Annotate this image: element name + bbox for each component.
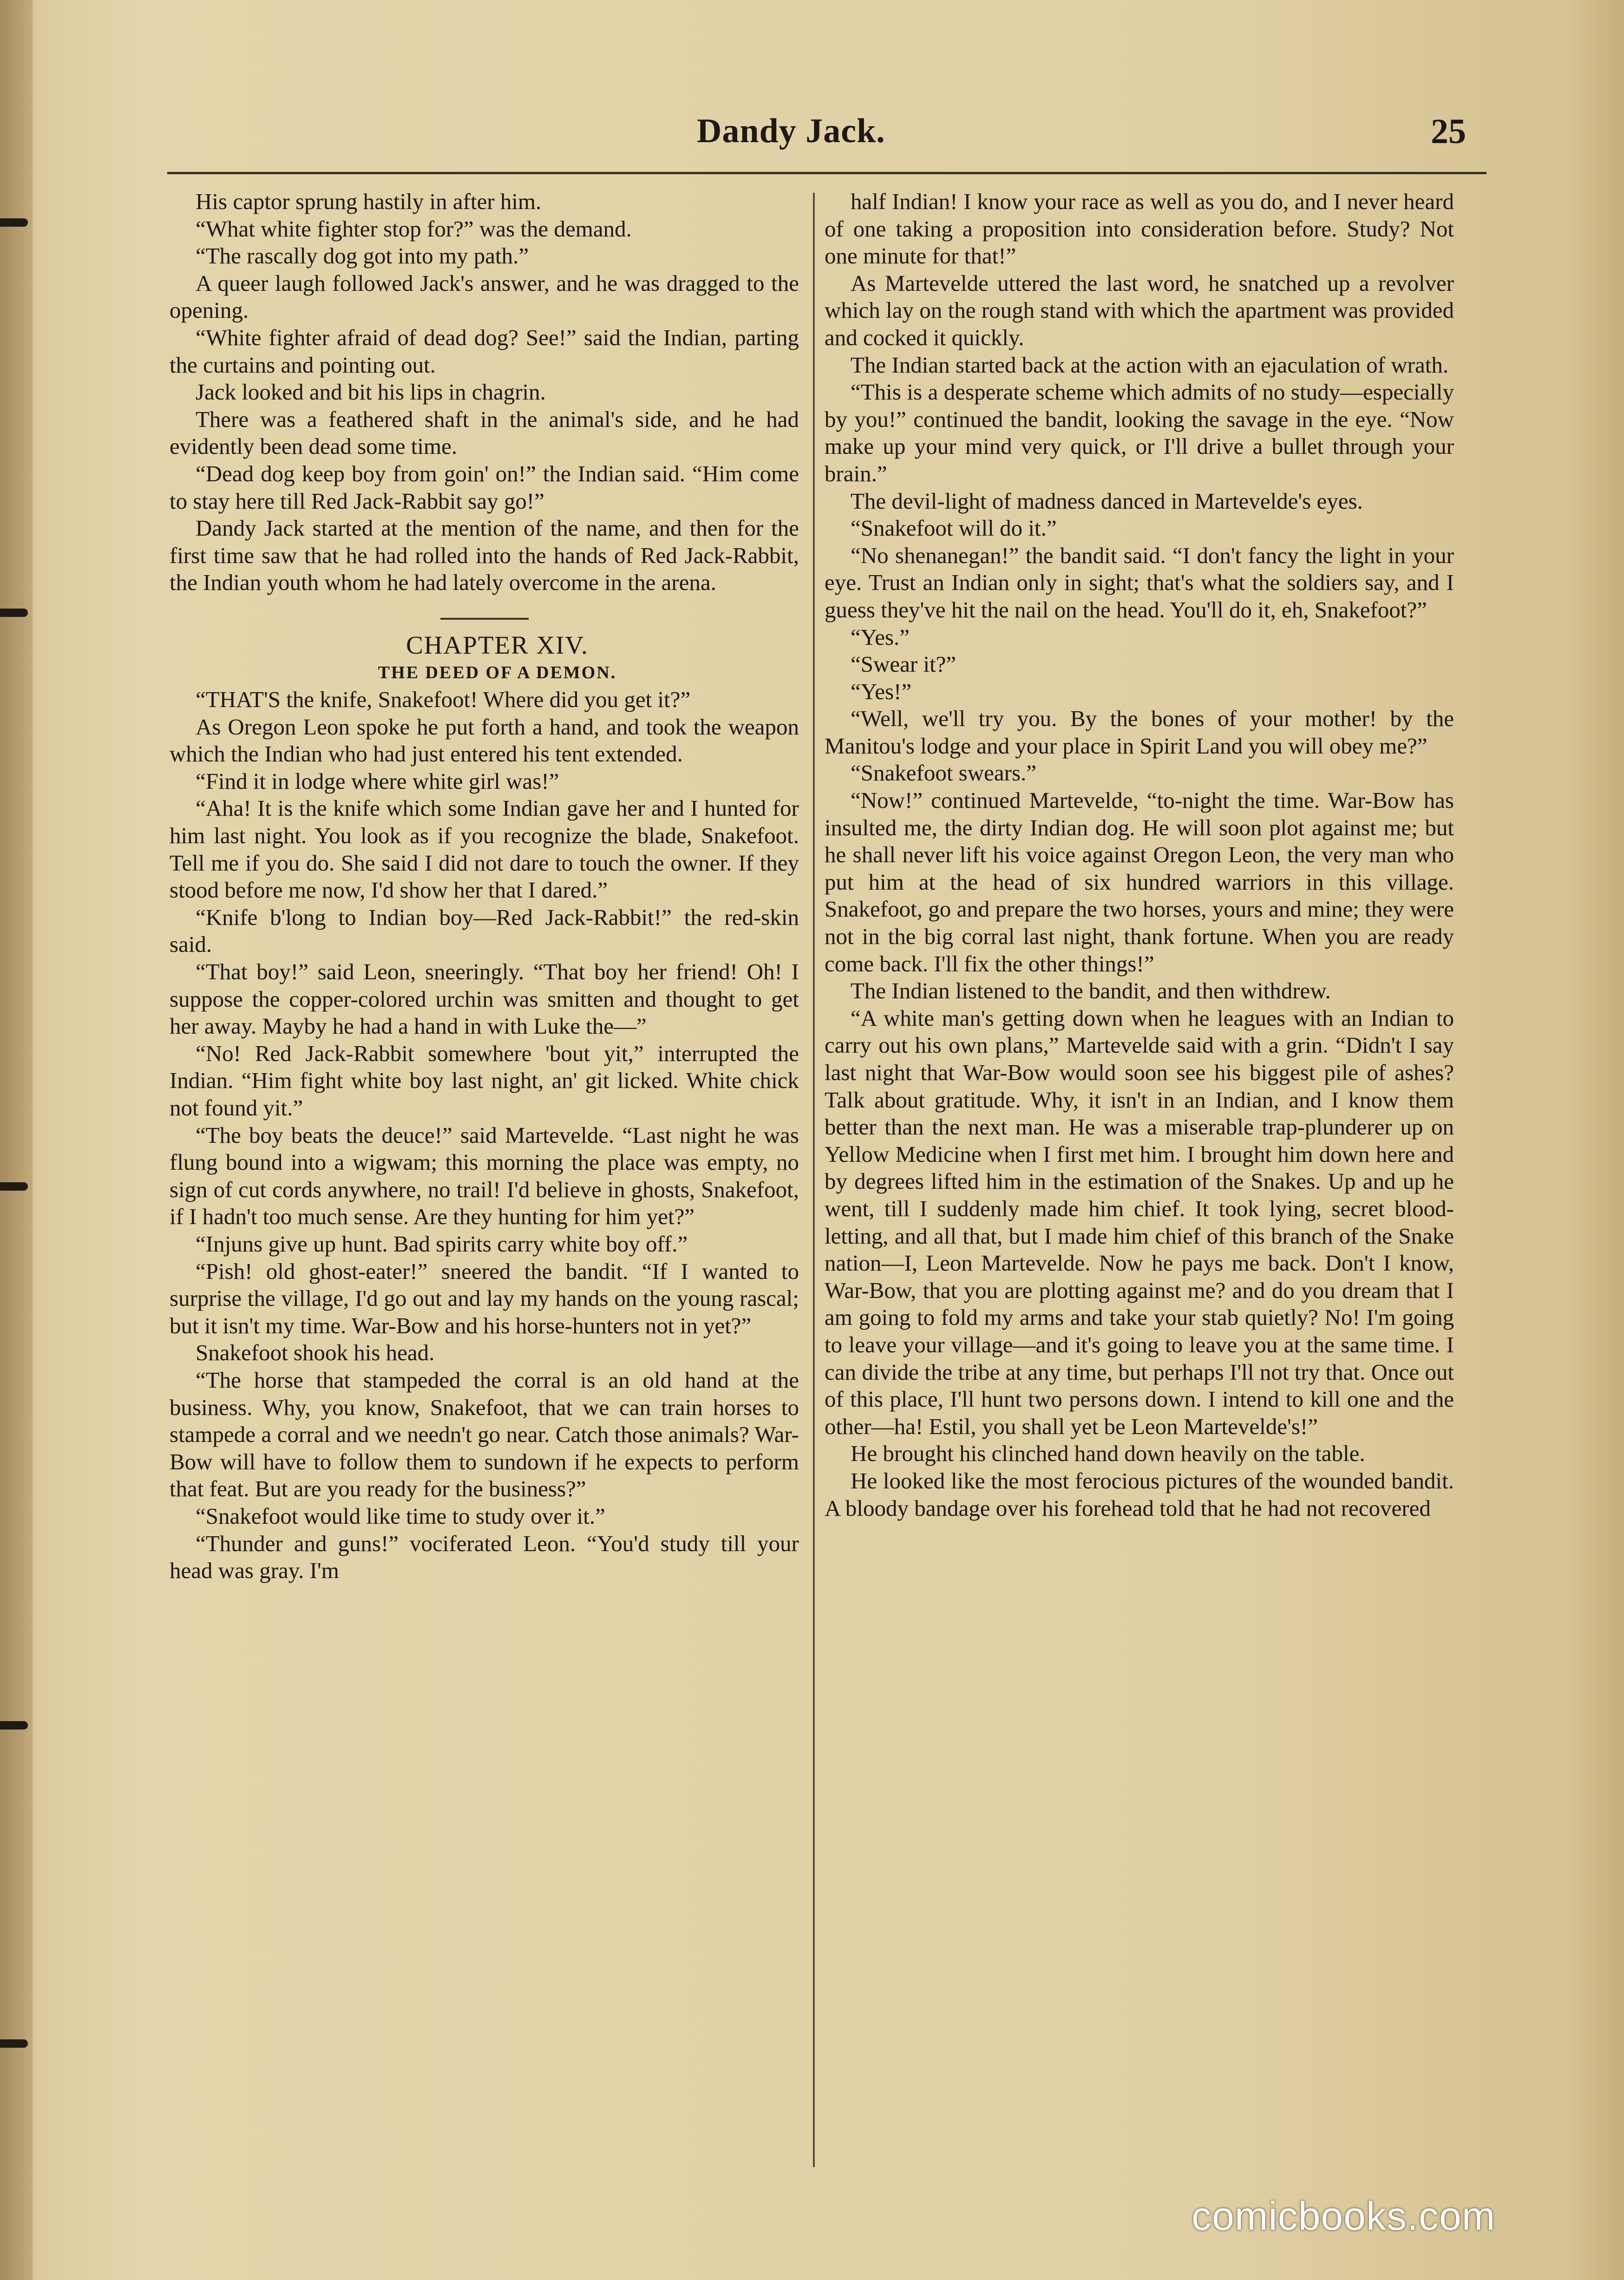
paragraph: “Snakefoot would like time to study over it.” [196,1503,605,1529]
paragraph: “Well, we'll try you. By the bones of your mother! by the Manitou's lodge and your place in Spirit Land you will obey me?” [825,706,1454,759]
binding-stitch [0,1182,28,1191]
paragraph: “The horse that stampeded the corral is an old hand at the business. Why, you know, Snakefoot, that we can train horses to stampede a corral and we needn't go near. Catch those animals? War-Bow will have to follow them to sundown if he expects to perform that feat. But are you ready for the business?” [170,1367,799,1502]
paragraph: “THAT'S the knife, Snakefoot! Where did you get it?” [196,687,691,713]
right-column-paragraphs [825,188,1454,1522]
chapter-subtitle: THE DEED OF A DEMON. [378,662,617,682]
paragraph: “Knife b'long to Indian boy—Red Jack-Rabbit!” the red-skin said. [170,904,799,957]
binding-stitch [0,1721,28,1730]
page-number: 25 [1431,112,1466,151]
chapter-rule [440,618,529,620]
paragraph: “White fighter afraid of dead dog? See!” said the Indian, parting the curtains and pointing out. [170,324,799,378]
paragraph: Jack looked and bit his lips in chagrin. [196,379,546,405]
binding-stitch [0,218,28,227]
paragraph: The Indian listened to the bandit, and then withdrew. [851,978,1331,1004]
chapter-paragraphs [170,686,799,1585]
paragraph: “Thunder and guns!” vociferated Leon. “You'd study till your head was gray. I'm [170,1530,799,1584]
paragraph: “Now!” continued Martevelde, “to-night the time. War-Bow has insulted me, the dirty Indian dog. He will soon plot against me; but he shall never lift his voice against Oregon Leon, the very man who put him at the head of six hundred warriors in this village. Snakefoot, go and prepare the two horses, yours and mine; they were not in the big corral last night, thank fortune. When you are ready come back. I'll fix the other things!” [825,787,1454,976]
paragraph: “Snakefoot swears.” [851,760,1037,786]
paragraph: “This is a desperate scheme which admits of no study—especially by you!” continued the bandit, looking the savage in the eye. “Now make up your mind very quick, or I'll drive a bullet through your brain.” [825,379,1454,486]
paragraph: “Aha! It is the knife which some Indian gave her and I hunted for him last night. You look as if you recognize the blade, Snakefoot. Tell me if you do. She said I did not dare to touch the owner. If they stood before me now, I'd show her that I dared.” [170,795,799,903]
paragraph: The Indian started back at the action with an ejaculation of wrath. [851,352,1449,378]
watermark: comicbooks.com [1192,2194,1496,2239]
paragraph: “Yes!” [851,678,912,704]
paragraph: As Oregon Leon spoke he put forth a hand, and took the weapon which the Indian who had just entered his tent extended. [170,714,799,767]
paragraph: Snakefoot shook his head. [196,1340,435,1366]
paragraph: There was a feathered shaft in the animal's side, and he had evidently been dead some time. [170,406,799,459]
header-rule [167,172,1486,174]
paragraph: “That boy!” said Leon, sneeringly. “That boy her friend! Oh! I suppose the copper-colored urchin was smitten and thought to get her away. Mayby he had a hand in with Luke the—” [170,959,799,1039]
paragraph: “A white man's getting down when he leagues with an Indian to carry out his own plans,” Martevelde said with a grin. “Didn't I say last night that War-Bow would soon see his biggest pile of ashes? Talk about gratitude. Why, it isn't in an Indian, and I know them better than the next man. He was a miserable trap-plunderer up on Yellow Medicine when I first met him. I brought him down here and by degrees lifted him in the estimation of the Snakes. Up and up he went, till I suddenly made him chief. It took lying, secret blood-letting, and all that, but I made him chief of this branch of the Snake nation—I, Leon Martevelde. Now he pays me back. Don't I know, War-Bow, that you are plotting against me? and do you dream that I am going to fold my arms and take your stab quietly? No! I'm going to leave your village—and it's going to leave you at the same time. I can divide the tribe at any time, but perhaps I'll not try that. Once out of this place, I'll hunt two persons down. I intend to kill one and the other—ha! Estil, you shall yet be Leon Martevelde's!” [825,1005,1454,1439]
binding-stitch [0,609,28,617]
paragraph: A queer laugh followed Jack's answer, and he was dragged to the opening. [170,270,799,323]
page-header [0,111,1624,163]
paragraph: “Snakefoot will do it.” [851,515,1057,541]
left-column-paragraphs [170,188,799,596]
paragraph: “The boy beats the deuce!” said Martevelde. “Last night he was flung bound into a wigwam; this morning the place was empty, no sign of cut cords anywhere, no trail! I'd believe in ghosts, Snakefoot, if I hadn't too much sense. Are they hunting for him yet?” [170,1122,799,1230]
paragraph: “Yes.” [851,624,910,650]
paragraph: “Dead dog keep boy from goin' on!” the Indian said. “Him come to stay here till Red Jack-Rabbit say go!” [170,460,799,514]
paragraph: “Pish! old ghost-eater!” sneered the bandit. “If I wanted to surprise the village, I'd go out and lay my hands on the young rascal; but it isn't my time. War-Bow and his horse-hunters not in yet?” [170,1258,799,1338]
chapter-title: CHAPTER XIV. [406,630,589,659]
paragraph: “Find it in lodge where white girl was!” [196,768,559,794]
paragraph: “Swear it?” [851,651,956,677]
paragraph: He looked like the most ferocious pictures of the wounded bandit. A bloody bandage over his forehead told that he had not recovered [825,1468,1454,1521]
paragraph: His captor sprung hastily in after him. [196,189,542,214]
paragraph: half Indian! I know your race as well as you do, and I never heard of one taking a proposition into consideration before. Study? Not one minute for that!” [825,189,1454,269]
paragraph: “Injuns give up hunt. Bad spirits carry white boy off.” [196,1231,688,1257]
paragraph: “The rascally dog got into my path.” [196,243,529,269]
running-title: Dandy Jack. [697,112,885,150]
paragraph: As Martevelde uttered the last word, he snatched up a revolver which lay on the rough stand with which the apartment was provided and cocked it quickly. [825,270,1454,350]
paragraph: The devil-light of madness danced in Martevelde's eyes. [851,488,1363,514]
paragraph: Dandy Jack started at the mention of the name, and then for the first time saw that he had rolled into the hands of Red Jack-Rabbit, the Indian youth whom he had lately overcome in the arena. [170,515,799,596]
paragraph: “No! Red Jack-Rabbit somewhere 'bout yit,” interrupted the Indian. “Him fight white boy last night, an' git licked. White chick not found yit.” [170,1040,799,1120]
left-column [170,188,799,1585]
column-divider [813,193,815,2167]
binding-spine [0,0,33,2280]
binding-stitch [0,2039,28,2048]
paragraph: He brought his clinched hand down heavily on the table. [851,1441,1365,1467]
right-column [825,188,1454,1522]
paragraph: “No shenanegan!” the bandit said. “I don't fancy the light in your eye. Trust an Indian only in sight; that's what the soldiers say, and I guess they've hit the nail on the head. You'll do it, eh, Snakefoot?” [825,542,1454,622]
paragraph: “What white fighter stop for?” was the demand. [196,216,632,242]
